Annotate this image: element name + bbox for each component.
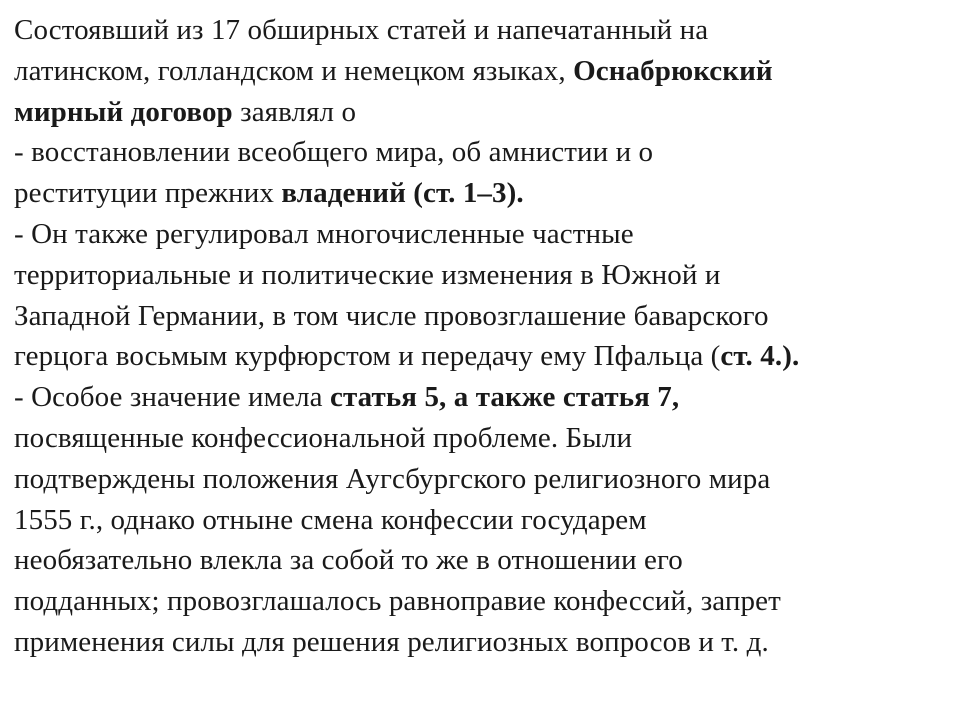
text-line: [14, 540, 949, 581]
text-line: [14, 92, 949, 133]
text-line: [14, 336, 949, 377]
text-line: [14, 214, 949, 255]
text-segment: необязательно влекла за собой то же в отношении его: [14, 544, 683, 577]
bold-text-segment: ст. 4.).: [720, 340, 800, 373]
text-line: [14, 622, 949, 663]
text-segment: - восстановлении всеобщего мира, об амнистии и о: [14, 136, 654, 169]
text-line: [14, 10, 949, 51]
text-segment: - Он также регулировал многочисленные частные: [14, 217, 634, 250]
bold-text-segment: владений (ст. 1–3).: [281, 177, 524, 210]
text-line: [14, 377, 949, 418]
text-segment: применения силы для решения религиозных вопросов и т. д.: [14, 625, 769, 658]
text-segment: территориальные и политические изменения в Южной и: [14, 258, 721, 291]
text-line: [14, 255, 949, 296]
text-line: [14, 173, 949, 214]
text-segment: посвященные конфессиональной проблеме. Были: [14, 421, 633, 454]
text-line: [14, 132, 949, 173]
text-segment: латинском, голландском и немецком языках,: [14, 54, 574, 87]
text-segment: подтверждены положения Аугсбургского религиозного мира: [14, 462, 771, 495]
text-segment: Западной Германии, в том числе провозглашение баварского: [14, 299, 769, 332]
text-segment: заявлял о: [232, 95, 357, 128]
text-line: [14, 51, 949, 92]
text-line: [14, 418, 949, 459]
body-text: [14, 10, 949, 663]
text-segment: реституции прежних: [14, 177, 282, 210]
text-line: [14, 500, 949, 541]
text-segment: - Особое значение имела: [14, 381, 330, 414]
bold-text-segment: статья 5, а также статья 7,: [330, 381, 680, 414]
text-segment: Состоявший из 17 обширных статей и напечатанный на: [14, 14, 709, 46]
text-segment: подданных; провозглашалось равноправие конфессий, запрет: [14, 585, 781, 618]
bold-text-segment: Оснабрюкский: [573, 54, 773, 87]
text-segment: 1555 г., однако отныне смена конфессии государем: [14, 503, 647, 536]
text-line: [14, 459, 949, 500]
bold-text-segment: мирный договор: [14, 95, 233, 128]
text-line: [14, 581, 949, 622]
text-segment: герцога восьмым курфюрстом и передачу ему Пфальца (: [14, 340, 721, 373]
text-line: [14, 296, 949, 337]
